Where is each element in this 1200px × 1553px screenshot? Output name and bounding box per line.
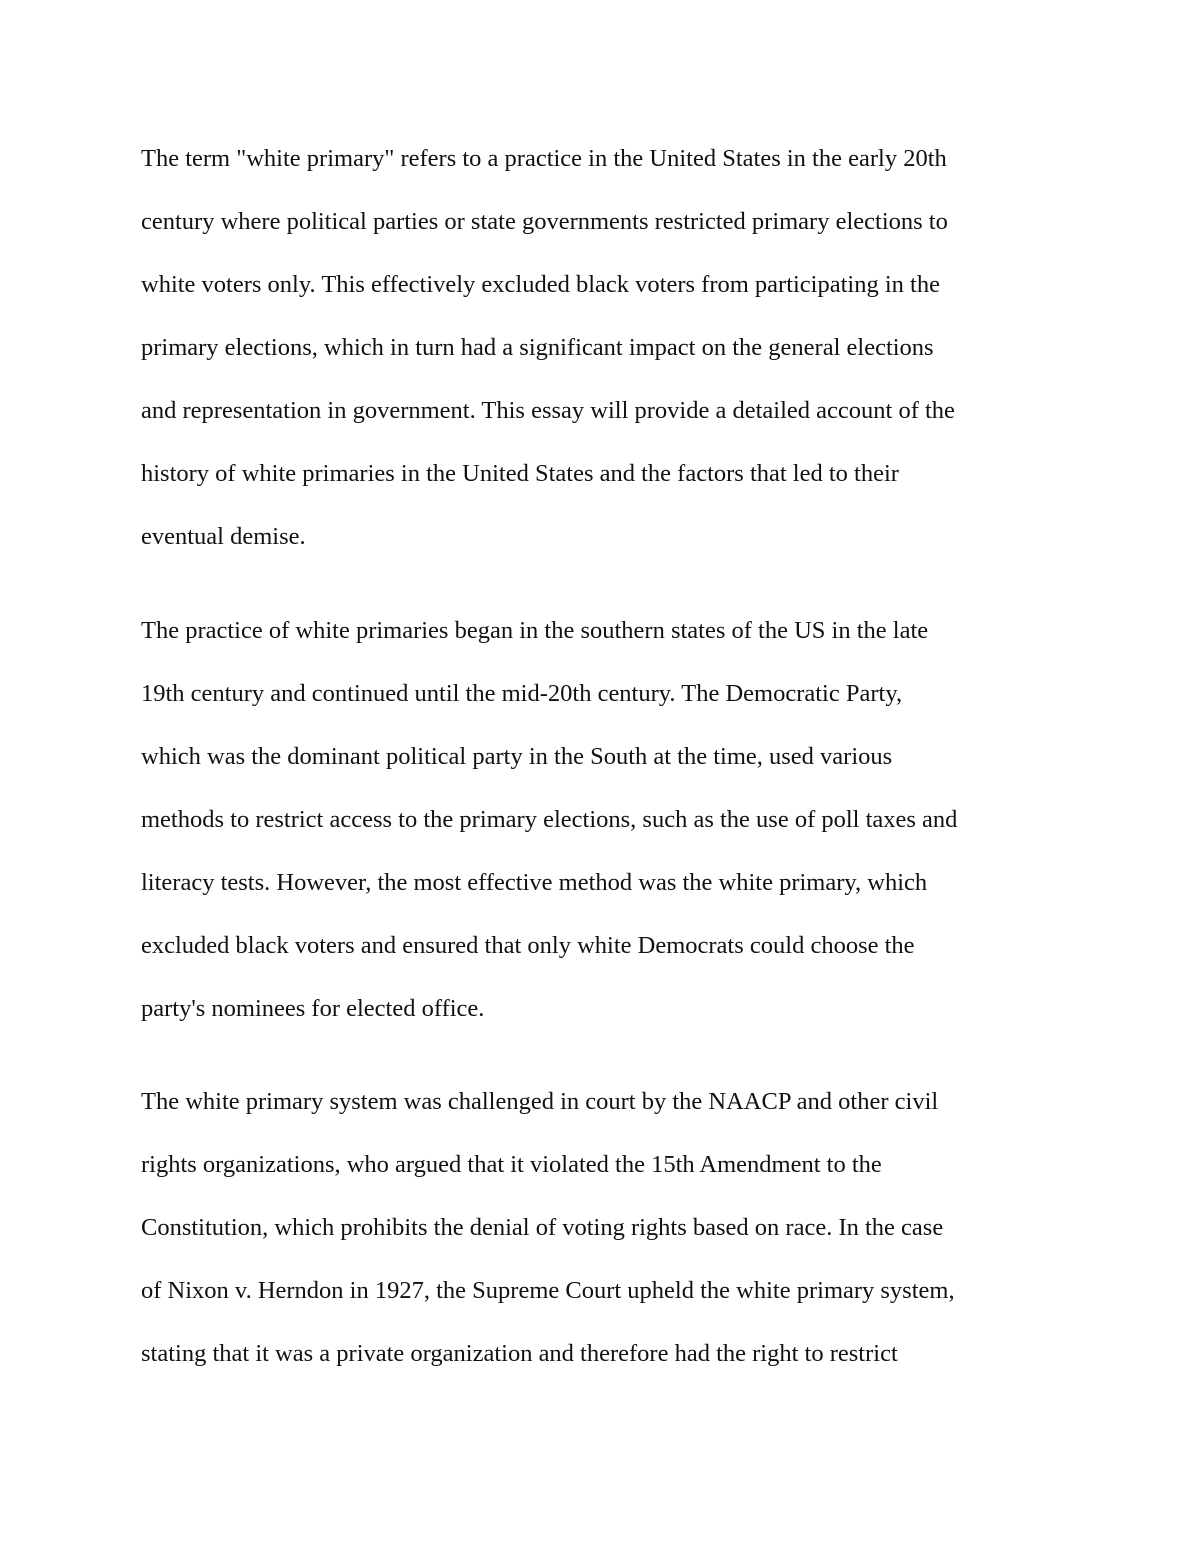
- text-line: white voters only. This effectively excluded black voters from participating in the: [141, 271, 940, 298]
- text-line: rights organizations, who argued that it violated the 15th Amendment to the: [141, 1151, 882, 1178]
- text-line: century where political parties or state governments restricted primary elections to: [141, 208, 948, 235]
- text-line: of Nixon v. Herndon in 1927, the Supreme Court upheld the white primary system,: [141, 1277, 955, 1304]
- text-line: excluded black voters and ensured that only white Democrats could choose the: [141, 932, 915, 959]
- text-line: eventual demise.: [141, 523, 306, 550]
- text-line: literacy tests. However, the most effective method was the white primary, which: [141, 869, 928, 896]
- text-line: and representation in government. This essay will provide a detailed account of the: [141, 397, 955, 424]
- text-line: stating that it was a private organization and therefore had the right to restrict: [141, 1340, 898, 1367]
- text-line: history of white primaries in the United States and the factors that led to their: [141, 460, 899, 487]
- text-line: Constitution, which prohibits the denial of voting rights based on race. In the case: [141, 1214, 944, 1241]
- text-line: party's nominees for elected office.: [141, 995, 485, 1022]
- text-line: primary elections, which in turn had a significant impact on the general elections: [141, 334, 934, 361]
- text-line: methods to restrict access to the primary elections, such as the use of poll taxes and: [141, 806, 958, 833]
- text-line: The term "white primary" refers to a practice in the United States in the early 20th: [141, 145, 947, 172]
- text-line: 19th century and continued until the mid-20th century. The Democratic Party,: [141, 680, 903, 707]
- text-line: which was the dominant political party in the South at the time, used various: [141, 743, 893, 770]
- text-line: The practice of white primaries began in the southern states of the US in the late: [141, 617, 929, 644]
- text-line: The white primary system was challenged in court by the NAACP and other civil: [141, 1088, 939, 1115]
